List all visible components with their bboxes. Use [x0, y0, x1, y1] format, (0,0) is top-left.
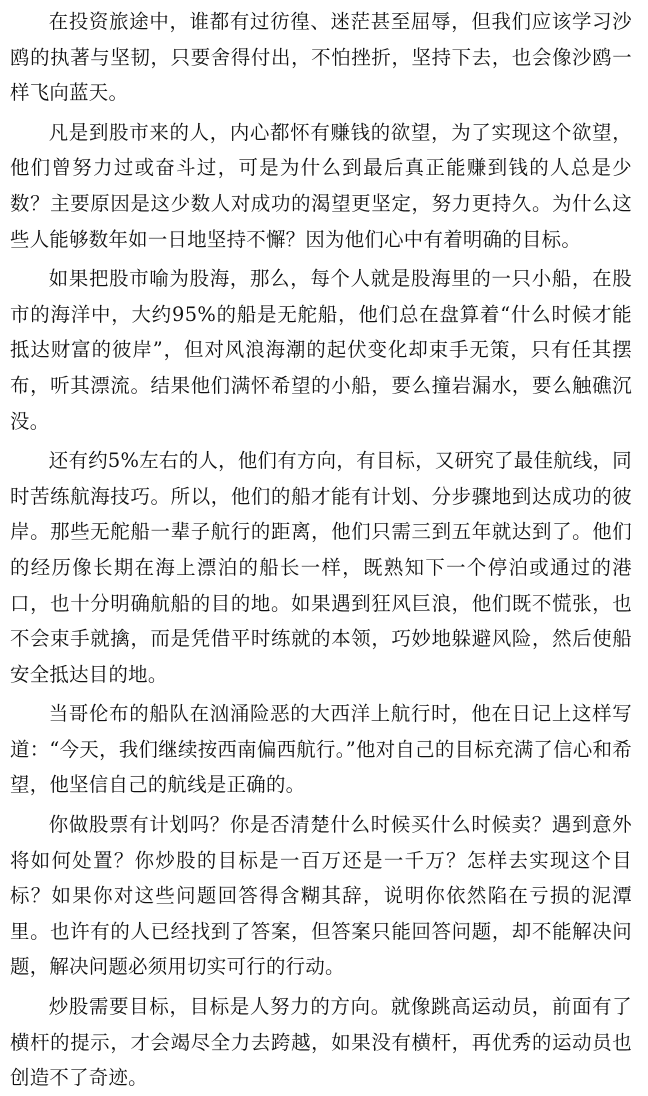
- paragraph-4: 还有约5%左右的人，他们有方向，有目标，又研究了最佳航线，同时苦练航海技巧。所以，他们的船才能有计划、分步骤地到达成功的彼岸。那些无舵船一辈子航行的距离，他们只需三到五年就达到了。他们的经历像长期在海上漂泊的船长一样，既熟知下一个停泊或通过的港口，也十分明确航船的目的地。如果遇到狂风巨浪，他们既不慌张，也不会束手就擒，而是凭借平时练就的本领，巧妙地躲避风险，然后使船安全抵达目的地。: [10, 449, 632, 686]
- paragraph-6: 你做股票有计划吗？你是否清楚什么时候买什么时候卖？遇到意外将如何处置？你炒股的目标是一百万还是一千万？怎样去实现这个目标？如果你对这些问题回答得含糊其辞，说明你依然陷在亏损的泥潭里。也许有的人已经找到了答案，但答案只能回答问题，却不能解决问题，解决问题必须用切实可行的行动。: [10, 813, 632, 979]
- paragraph-2: 凡是到股市来的人，内心都怀有赚钱的欲望，为了实现这个欲望，他们曾努力过或奋斗过，可是为什么到最后真正能赚到钱的人总是少数？主要原因是这少数人对成功的渴望更坚定，努力更持久。为什么这些人能够数年如一日地坚持不懈？因为他们心中有着明确的目标。: [10, 120, 632, 251]
- paragraph-7: 炒股需要目标，目标是人努力的方向。就像跳高运动员，前面有了横杆的提示，才会竭尽全力去跨越，如果没有横杆，再优秀的运动员也创造不了奇迹。: [10, 995, 632, 1090]
- paragraph-1: 在投资旅途中，谁都有过彷徨、迷茫甚至屈辱，但我们应该学习沙鸥的执著与坚韧，只要舍得付出，不怕挫折，坚持下去，也会像沙鸥一样飞向蓝天。: [10, 10, 632, 105]
- paragraph-3: 如果把股市喻为股海，那么，每个人就是股海里的一只小船，在股市的海洋中，大约95%的船是无舵船，他们总在盘算着“什么时候才能抵达财富的彼岸”，但对风浪海潮的起伏变化却束手无策，只有任其摆布，听其漂流。结果他们满怀希望的小船，要么撞岩漏水，要么触礁沉没。: [10, 267, 632, 433]
- paragraph-5: 当哥伦布的船队在汹涌险恶的大西洋上航行时，他在日记上这样写道：“今天，我们继续按西南偏西航行。”他对自己的目标充满了信心和希望，他坚信自己的航线是正确的。: [10, 702, 632, 797]
